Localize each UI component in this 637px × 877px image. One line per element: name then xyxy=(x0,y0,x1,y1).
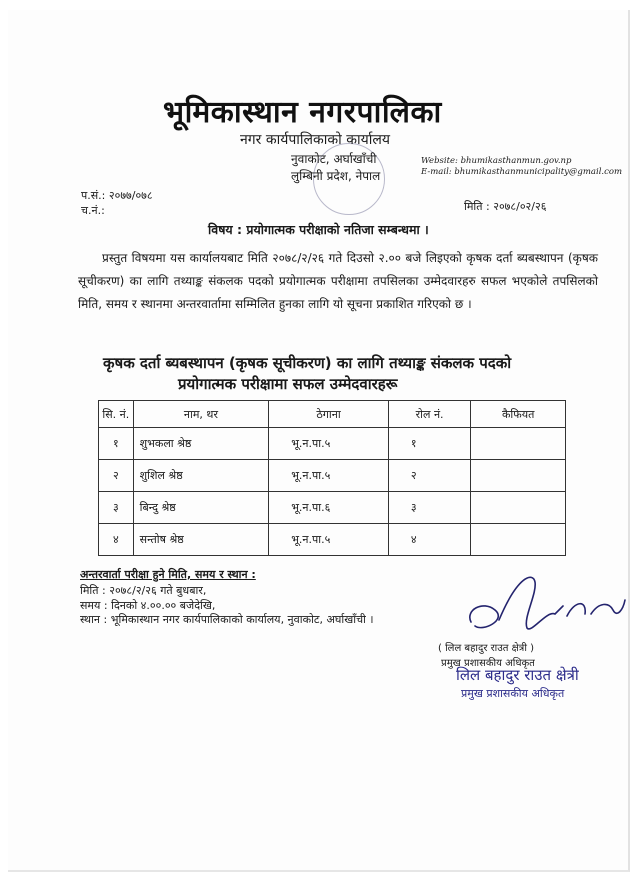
stamp-name: लिल बहादुर राउत क्षेत्री xyxy=(456,666,579,684)
header-roll: रोल नं. xyxy=(388,401,470,428)
header-remarks: कैफियत xyxy=(471,401,566,428)
cell-name: सन्तोष श्रेष्ठ xyxy=(133,524,269,556)
cell-sn: १ xyxy=(99,428,134,460)
subject-line: विषय : प्रयोगात्मक परीक्षाको नतिजा सम्बन्धमा । xyxy=(208,222,429,237)
stamp-role: प्रमुख प्रशासकीय अधिकृत xyxy=(461,687,565,700)
email-text: E-mail: bhumikasthanmunicipality@gmail.com xyxy=(421,167,623,177)
cell-remarks xyxy=(471,492,566,524)
cell-remarks xyxy=(471,524,566,556)
table-row xyxy=(99,428,566,460)
cell-roll: १ xyxy=(388,428,470,460)
website-text: Website: bhumikasthanmun.gov.np xyxy=(421,156,572,166)
table-header-row xyxy=(99,401,566,428)
office-subtitle: नगर कार्यपालिकाको कार्यालय xyxy=(240,132,390,148)
cell-sn: ४ xyxy=(99,524,134,556)
header-address: ठेगाना xyxy=(269,401,389,428)
cell-name: शुशिल श्रेष्ठ xyxy=(133,460,269,492)
cell-roll: ३ xyxy=(388,492,470,524)
header-name: नाम, थर xyxy=(133,401,269,428)
signatory-name: ( लिल बहादुर राउत क्षेत्री ) xyxy=(438,643,534,654)
letter-number: प.सं.: २०७७/०७८ xyxy=(81,189,153,202)
cell-remarks xyxy=(471,460,566,492)
table-row xyxy=(99,524,566,556)
table-row xyxy=(99,460,566,492)
cell-remarks xyxy=(471,428,566,460)
table-row xyxy=(99,492,566,524)
interview-heading: अन्तरवार्ता परीक्षा हुने मिति, समय र स्थान : xyxy=(80,568,256,581)
interview-date: मिति : २०७८/२/२६ गते बुधबार, xyxy=(80,584,207,597)
interview-time: समय : दिनको ४.००.०० बजेदेखि, xyxy=(80,599,216,612)
cell-address: भू.न.पा.५ xyxy=(269,428,389,460)
cell-address: भू.न.पा.५ xyxy=(269,460,389,492)
cell-address: भू.न.पा.५ xyxy=(269,524,389,556)
cell-address: भू.न.पा.६ xyxy=(269,492,389,524)
table-heading-line-1: कृषक दर्ता ब्यबस्थापन (कृषक सूचीकरण) का लागि तथ्याङ्क संकलक पदको xyxy=(103,354,512,372)
letter-date: मिति : २०७८/०२/२६ xyxy=(464,200,547,213)
address-line-1: नुवाकोट, अर्घाखाँची xyxy=(291,152,377,166)
handwritten-signature-icon xyxy=(463,570,628,640)
cell-sn: ३ xyxy=(99,492,134,524)
cell-name: बिन्दु श्रेष्ठ xyxy=(133,492,269,524)
signatory-role: प्रमुख प्रशासकीय अधिकृत xyxy=(441,658,535,669)
dispatch-number: च.नं.: xyxy=(81,204,105,217)
document-page xyxy=(8,10,630,872)
candidates-table xyxy=(98,400,566,556)
cell-roll: ४ xyxy=(388,524,470,556)
table-heading-line-2: प्रयोगात्मक परीक्षामा सफल उम्मेदवारहरू xyxy=(178,375,398,393)
cell-roll: २ xyxy=(388,460,470,492)
header-sn: सि. नं. xyxy=(99,401,134,428)
cell-name: शुभकला श्रेष्ठ xyxy=(133,428,269,460)
notice-body: प्रस्तुत विषयमा यस कार्यालयबाट मिति २०७८/२/२६ गते दिउसो २.०० बजे लिइएको कृषक दर्ता ब्यबस्थापन (कृषक सूचीकरण) का लागि तथ्याङ्क संकलक पदको प्रयोगात्मक परीक्षामा तपसिलका उम्मेदवारहरु सफल भएकोले तपसिलको मिति, समय र स्थानमा अन्तरवार्तामा सम्मिलित हुनका लागि यो सूचना प्रकाशित गरिएको छ । xyxy=(78,251,598,311)
address-line-2: लुम्बिनी प्रदेश, नेपाल xyxy=(291,169,381,183)
interview-place: स्थान : भूमिकास्थान नगर कार्यपालिकाको कार्यालय, नुवाकोट, अर्घाखाँची । xyxy=(80,613,374,626)
cell-sn: २ xyxy=(99,460,134,492)
municipality-title: भूमिकास्थान नगरपालिका xyxy=(163,95,442,130)
